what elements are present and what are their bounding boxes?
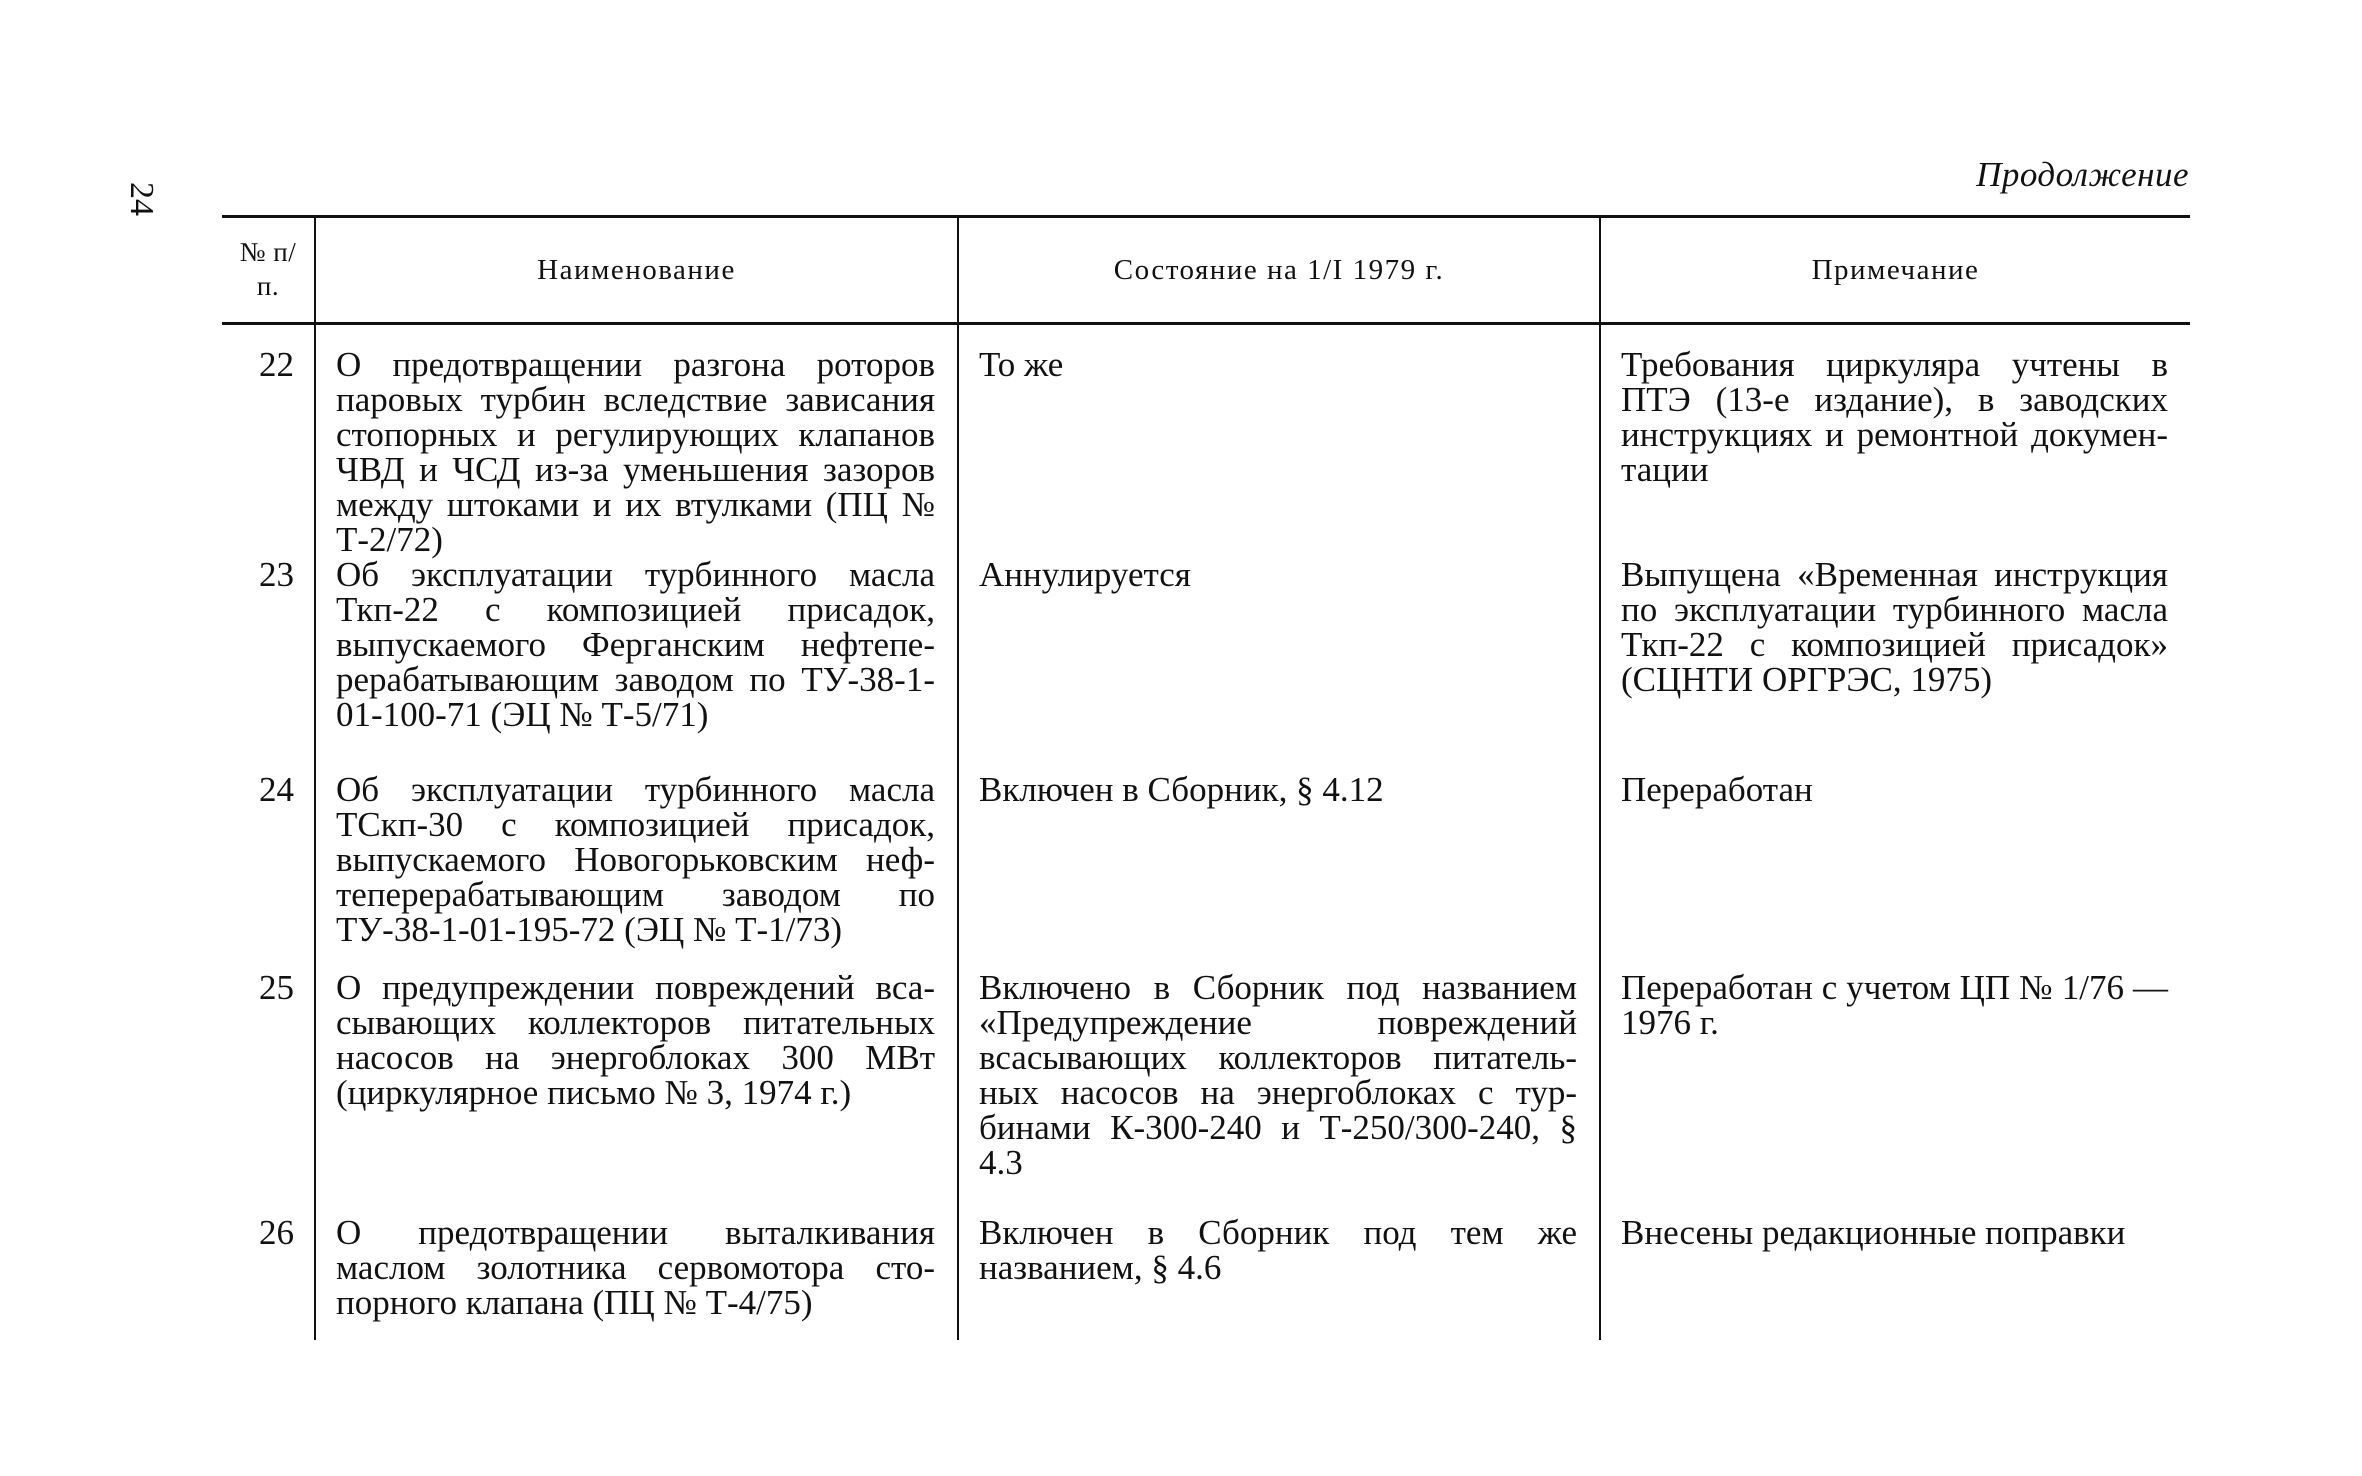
row-state	[958, 1180, 1600, 1340]
row-note	[1600, 732, 2190, 947]
row-name	[315, 947, 958, 1180]
row-state	[958, 557, 1600, 732]
row-name-text: О предотвращении разгона роторов паровых турбин вследствие зависания стопорных и регулирующих клапанов ЧВД и ЧСД из-за уменьшения зазоров между штоками и их втулками (ПЦ № Т-2/72)	[336, 345, 935, 559]
row-note-text: Переработан с учетом ЦП № 1/76 — 1976 г.	[1621, 968, 2168, 1042]
row-note-text: Внесены редакционные поправки	[1621, 1213, 2126, 1252]
row-name	[315, 324, 958, 558]
header-state: Состояние на 1/I 1979 г.	[958, 217, 1600, 324]
row-state-text: То же	[979, 345, 1064, 384]
header-note: Примечание	[1600, 217, 2190, 324]
row-state	[958, 324, 1600, 558]
row-name-text: Об эксплуатации турбинного масла ТСкп-30 с композицией присадок, выпускаемого Новогорьковским нефтеперерабатывающим заводом по ТУ-38-1-01-195-72 (ЭЦ № Т-1/73)	[336, 770, 935, 949]
row-name	[315, 732, 958, 947]
page-number: 24	[123, 182, 160, 216]
row-state	[958, 947, 1600, 1180]
row-state-text: Аннулируется	[979, 555, 1191, 594]
table-row	[222, 732, 2190, 947]
header-name: Наименование	[315, 217, 958, 324]
row-number: 25	[259, 968, 294, 1007]
row-name-text: О предупреждении повреждений всасывающих коллекторов питательных насосов на энергоблоках 300 МВт (циркулярное письмо № 3, 1974 г.)	[336, 968, 935, 1112]
table-row	[222, 557, 2190, 732]
table-header-row	[222, 217, 2190, 324]
row-state-text: Включено в Сборник под названием «Предупреждение повреждений всасывающих коллекторов питательных насосов на энергоблоках с турбинами К-300-240 и Т-250/300-240, § 4.3	[979, 968, 1577, 1182]
header-number: № п/п.	[222, 217, 315, 324]
row-note-text: Требования циркуляра учтены в ПТЭ (13-е издание), в заводских инструкциях и ремонтной документации	[1621, 345, 2168, 489]
row-number: 26	[259, 1213, 294, 1252]
row-name-text: Об эксплуатации турбинного масла Ткп-22 с композицией присадок, выпускаемого Ферганским нефтеперерабатывающим заводом по ТУ-38-1-01-100-71 (ЭЦ № Т-5/71)	[336, 555, 935, 734]
table-row	[222, 947, 2190, 1180]
table-row	[222, 324, 2190, 558]
row-state	[958, 732, 1600, 947]
row-number: 24	[259, 770, 294, 809]
row-note	[1600, 1180, 2190, 1340]
row-note	[1600, 557, 2190, 732]
continuation-label: Продолжение	[1976, 155, 2189, 194]
row-note-text: Переработан	[1621, 770, 1813, 809]
row-name	[315, 1180, 958, 1340]
row-name-text: О предотвращении выталкивания маслом золотника сервомотора стопорного клапана (ПЦ № Т-4/75)	[336, 1213, 935, 1322]
table-row	[222, 1180, 2190, 1340]
row-note	[1600, 947, 2190, 1180]
row-number: 23	[259, 555, 294, 594]
row-state-text: Включен в Сборник под тем же названием, § 4.6	[979, 1213, 1577, 1287]
decrees-table	[222, 215, 2190, 1340]
row-note-text: Выпущена «Временная инструкция по эксплуатации турбинного масла Ткп-22 с композицией присадок» (СЦНТИ ОРГРЭС, 1975)	[1621, 555, 2168, 699]
row-number: 22	[259, 345, 294, 384]
row-note	[1600, 324, 2190, 558]
row-state-text: Включен в Сборник, § 4.12	[979, 770, 1384, 809]
row-name	[315, 557, 958, 732]
